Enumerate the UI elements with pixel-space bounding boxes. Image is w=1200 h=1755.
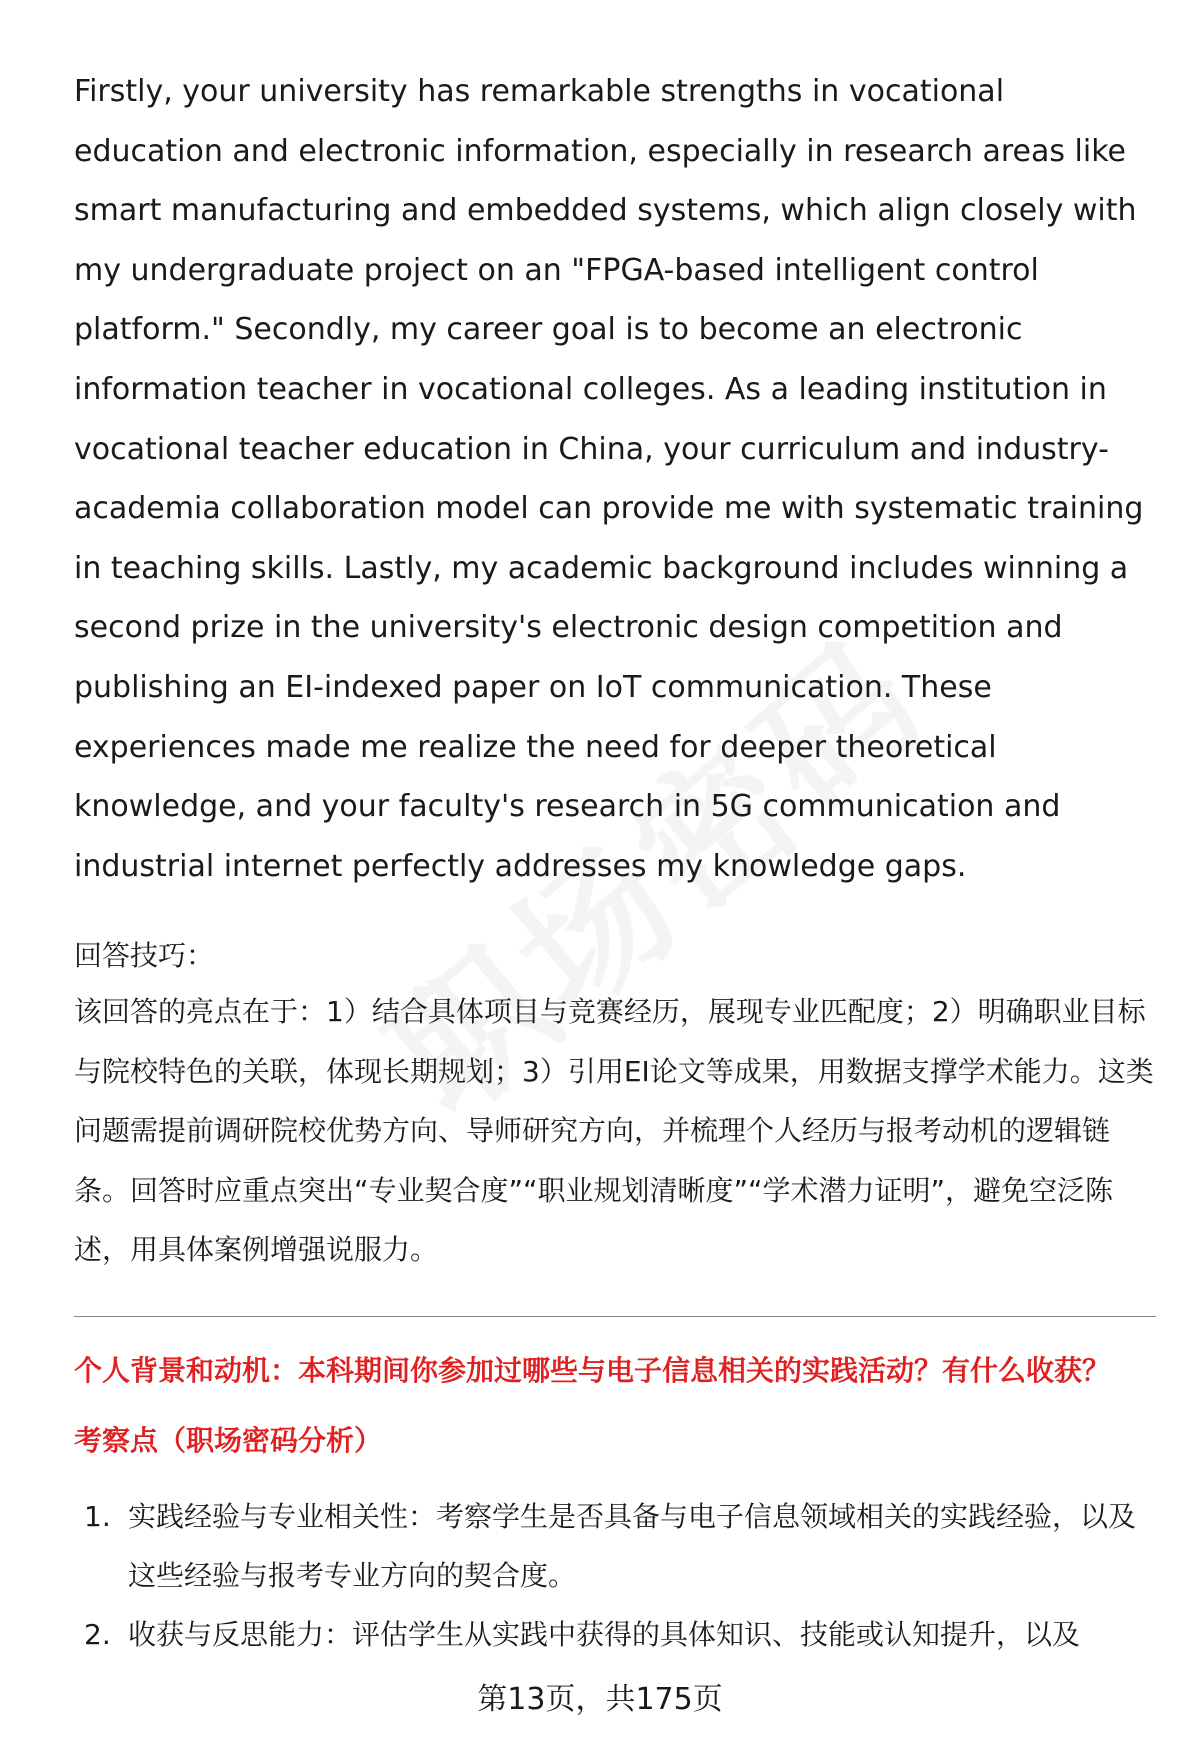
tips-title: 回答技巧： [74,939,215,973]
points-list [74,1487,1154,1664]
section-divider [74,1316,1156,1317]
list-item [74,1605,1154,1664]
page-content [74,62,1154,1664]
question-heading: 个人背景和动机：本科期间你参加过哪些与电子信息相关的实践活动？有什么收获？ [74,1353,1111,1387]
page-footer: 第13页，共175页 [477,1682,723,1717]
list-item-text: 收获与反思能力：评估学生从实践中获得的具体知识、技能或认知提升，以及 [128,1617,1081,1651]
list-item-number: 1. [84,1499,111,1533]
tips-body: 该回答的亮点在于：1）结合具体项目与竞赛经历，展现专业匹配度；2）明确职业目标与院校特色的关联，体现长期规划；3）引用EI论文等成果，用数据支撑学术能力。这类问题需提前调研院校优势方向、导师研究方向，并梳理个人经历与报考动机的逻辑链条。回答时应重点突出“专业契合度”“职业规划清晰度”“学术潜力证明”，避免空泛陈述，用具体案例增强说服力。 [74,995,1154,1267]
list-item [74,1487,1154,1605]
list-item-text: 实践经验与专业相关性：考察学生是否具备与电子信息领域相关的实践经验，以及这些经验与报考专业方向的契合度。 [128,1499,1137,1592]
answer-paragraph: Firstly, your university has remarkable strengths in vocational education and electronic information, especially in research areas like smart manufacturing and embedded systems, which align closely with my undergraduate project on an "FPGA-based intelligent control platform." Secondly, my career goal is to become an electronic information teacher in vocational colleges. As a leading institution in vocational teacher education in China, your curriculum and industry-academia collaboration model can provide me with systematic training in teaching skills. Lastly, my academic background includes winning a second prize in the university's electronic design competition and publishing an EI-indexed paper on IoT communication. These experiences made me realize the need for deeper theoretical knowledge, and your faculty's research in 5G communication and industrial internet perfectly addresses my knowledge gaps. [74,74,1144,884]
section-title: 考察点（职场密码分析） [74,1423,383,1457]
list-item-number: 2. [84,1617,111,1651]
